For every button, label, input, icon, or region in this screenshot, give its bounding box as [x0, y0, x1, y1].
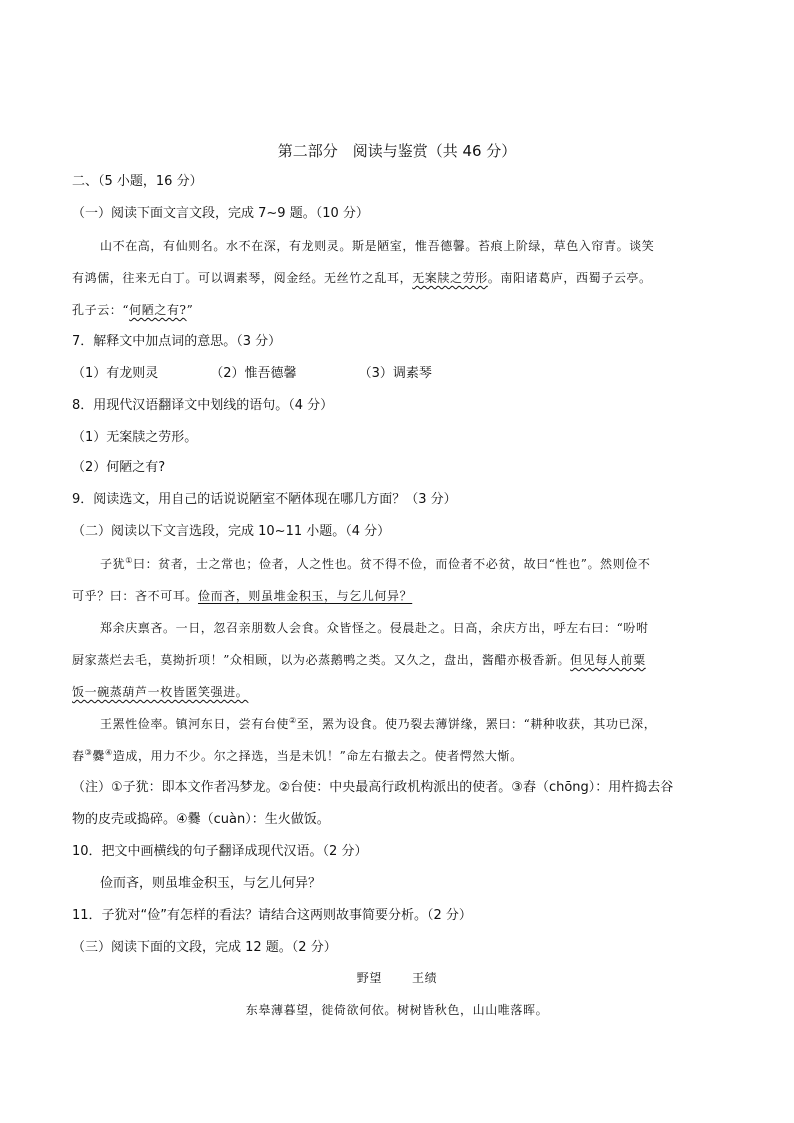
- underlined-phrase: 无案牍之劳形: [412, 271, 488, 285]
- wavy-underlined-text: 饭一碗蒸葫芦一枚皆匿笑强进。: [72, 685, 249, 699]
- passage2-p2-line2: [72, 650, 646, 670]
- text: 造成，用力不少。尔之择选，当是未饥！”命左右撤去之。使者愕然大惭。: [112, 749, 523, 763]
- wavy-underlined-text: 但见每人前粟: [570, 653, 646, 667]
- passage3-heading: （三）阅读下面的文段，完成 12 题。（2 分）: [72, 940, 337, 955]
- footnote-mark: ②: [289, 716, 297, 725]
- passage2-p2-line1: 郑余庆禀吝。一日，忽召亲朋数人会食。众皆怪之。侵晨赴之。日高，余庆方出，呼左右曰：“吩咐: [100, 621, 649, 635]
- passage2-p1-line1: [100, 554, 650, 574]
- poem-line1: 东皋薄暮望，徙倚欲何依。树树皆秋色，山山唯落晖。: [245, 1003, 549, 1017]
- text: 王罴性俭率。镇河东日，尝有台使: [100, 717, 290, 731]
- footnote-mark: ③: [84, 748, 93, 757]
- text: 子犹: [100, 557, 126, 571]
- passage1-line2-text: 有鸿儒，往来无白丁。可以调素琴，阅金经。无丝竹之乱耳，: [72, 271, 413, 285]
- q8-item: （2）何陋之有?: [72, 460, 166, 475]
- poem-author: 王绩: [412, 971, 438, 985]
- passage1-line3-end: ”: [186, 303, 194, 317]
- question-11: 11．子犹对“俭”有怎样的看法？请结合这两则故事简要分析。（2 分）: [72, 908, 472, 923]
- part2-heading: 二、（5 小题，16 分）: [72, 174, 203, 189]
- underlined-sentence: 俭而吝，则虽堆金积玉，与乞儿何异？: [198, 589, 413, 603]
- q7-item: （1）有龙则灵: [72, 366, 159, 381]
- passage1-line3: [72, 300, 193, 320]
- passage1-line1: 山不在高，有仙则名。水不在深，有龙则灵。斯是陋室，惟吾德馨。苔痕上阶绿，草色入帘青。谈笑: [100, 239, 655, 253]
- passage2-p2-line3: [72, 682, 248, 702]
- question-7-items: [72, 364, 432, 384]
- text: 厨家蒸烂去毛，莫拗折项！”众相顾，以为必蒸鹅鸭之类。又久之，盘出，酱醋亦极香新。: [72, 653, 571, 667]
- poem-title: 野望: [356, 971, 382, 985]
- text: 可乎？曰：吝不可耳。: [72, 589, 199, 603]
- question-10: 10．把文中画横线的句子翻译成现代汉语。（2 分）: [72, 844, 368, 859]
- text: 至，罴为设食。使乃裂去薄饼缘，罴曰：“耕种收获，其功已深，: [296, 717, 657, 731]
- footnote-mark: ①: [125, 556, 133, 565]
- poem-title-line: [0, 968, 794, 988]
- passage2-p1-line2: [72, 586, 412, 606]
- passage2-p3-line1: [100, 714, 656, 734]
- question-8: 8．用现代汉语翻译文中划线的语句。（4 分）: [72, 398, 334, 413]
- q7-item: （3）调素琴: [358, 366, 432, 381]
- text: 曰：贫者，士之常也；俭者，人之性也。贫不得不俭，而俭者不必贫，故曰“性也”。然则俭不: [132, 557, 651, 571]
- question-7: 7．解释文中加点词的意思。（3 分）: [72, 334, 282, 349]
- text: 爨: [92, 749, 105, 763]
- footnote-mark: ④: [105, 748, 113, 757]
- passage2-p3-line2: [72, 746, 523, 766]
- passage1-heading: （一）阅读下面文言文段，完成 7~9 题。（10 分）: [72, 206, 369, 221]
- question-10-sentence: 俭而吝，则虽堆金积玉，与乞儿何异？: [100, 876, 322, 891]
- footnote-line1: （注）①子犹：即本文作者冯梦龙。②台使：中央最高行政机构派出的使者。③舂（chōng）：用杵捣去谷: [72, 780, 674, 795]
- underlined-phrase: 何陋之有?: [129, 303, 187, 317]
- passage1-line2: [72, 268, 652, 288]
- section-title: 第二部分 阅读与鉴赏（共 46 分）: [277, 142, 517, 160]
- q8-item: （1）无案牍之劳形。: [72, 430, 198, 445]
- passage1-line2-text-end: 。南阳诸葛庐，西蜀子云亭。: [487, 271, 652, 285]
- text: 舂: [72, 749, 85, 763]
- passage2-heading: （二）阅读以下文言选段，完成 10~11 小题。（4 分）: [72, 524, 391, 539]
- q7-item: （2）惟吾德馨: [210, 366, 297, 381]
- passage1-line3-text: 孔子云：“: [72, 303, 130, 317]
- footnote-line2: 物的皮壳或捣碎。④爨（cuàn）：生火做饭。: [72, 812, 330, 827]
- question-9: 9．阅读选文，用自己的话说说陋室不陋体现在哪几方面？（3 分）: [72, 492, 457, 507]
